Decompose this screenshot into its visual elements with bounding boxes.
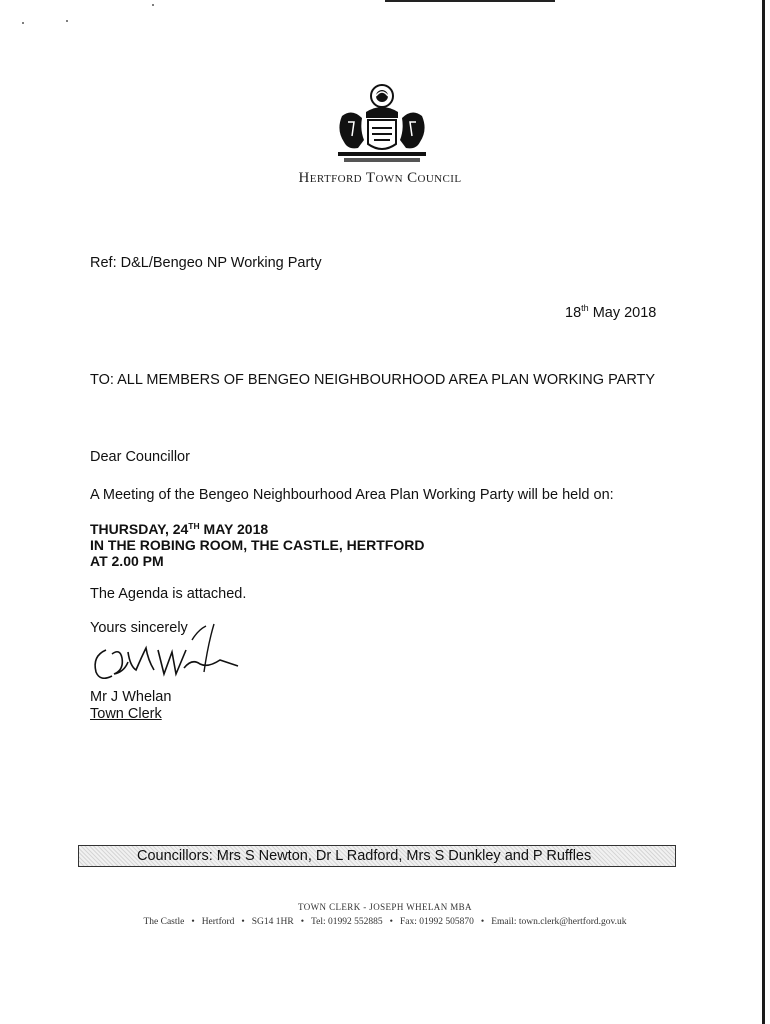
signatory-name: Mr J Whelan xyxy=(90,689,172,705)
salutation: Dear Councillor xyxy=(90,449,190,465)
scan-speck xyxy=(22,22,24,24)
council-crest-logo xyxy=(330,82,434,166)
letter-date xyxy=(565,303,656,321)
date-month-year: May 2018 xyxy=(592,305,657,321)
scan-speck xyxy=(66,20,68,22)
footer-address-part: Hertford xyxy=(201,917,235,927)
meeting-intro: A Meeting of the Bengeo Neighbourhood Area Plan Working Party will be held on: xyxy=(90,487,614,503)
footer-address-part: The Castle xyxy=(143,917,185,927)
meeting-day-prefix: THURSDAY, 24 xyxy=(90,521,189,537)
scan-artifact-line xyxy=(385,0,555,2)
footer-email: Email: town.clerk@hertford.gov.uk xyxy=(491,917,627,927)
meeting-month-year: MAY 2018 xyxy=(203,521,269,537)
footer-address-part: SG14 1HR xyxy=(251,917,294,927)
date-day: 18 xyxy=(565,305,582,321)
meeting-time: AT 2.00 PM xyxy=(90,553,164,569)
recipients-line: TO: ALL MEMBERS OF BENGEO NEIGHBOURHOOD AREA PLAN WORKING PARTY xyxy=(90,372,656,388)
scan-edge xyxy=(762,0,765,1024)
footer-address: The Castle • Hertford • SG14 1HR • Tel: 01992 552885 • Fax: 01992 505870 • Email: town.clerk@hertford.gov.uk xyxy=(143,917,627,927)
meeting-date xyxy=(90,518,424,537)
closing: Yours sincerely xyxy=(90,620,188,636)
scan-speck xyxy=(152,4,154,6)
council-name: Hertford Town Council xyxy=(298,170,462,186)
councillors-list: Councillors: Mrs S Newton, Dr L Radford, Mrs S Dunkley and P Ruffles xyxy=(78,845,676,867)
meeting-location: IN THE ROBING ROOM, THE CASTLE, HERTFORD xyxy=(90,537,425,553)
footer-phone: Tel: 01992 552885 xyxy=(311,917,383,927)
meeting-details xyxy=(90,518,424,569)
handwritten-signature xyxy=(84,620,259,692)
signatory-title: Town Clerk xyxy=(90,706,162,722)
footer-fax: Fax: 01992 505870 xyxy=(400,917,474,927)
date-suffix: th xyxy=(581,303,589,313)
meeting-day-suffix: TH xyxy=(188,521,200,531)
agenda-note: The Agenda is attached. xyxy=(90,586,247,602)
footer-clerk-line: TOWN CLERK - JOSEPH WHELAN MBA xyxy=(298,902,472,912)
letter-reference: Ref: D&L/Bengeo NP Working Party xyxy=(90,255,322,271)
